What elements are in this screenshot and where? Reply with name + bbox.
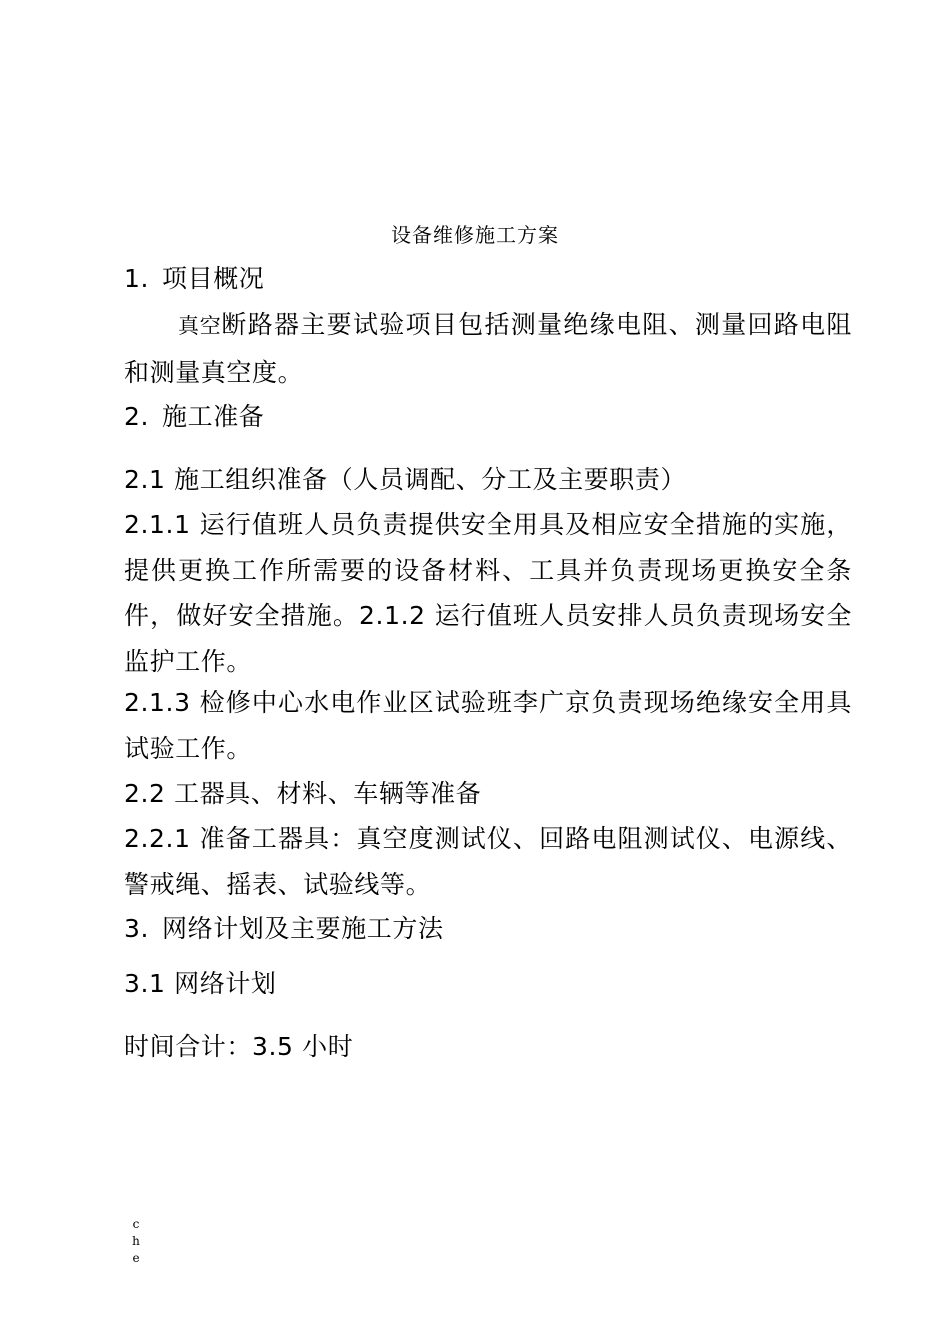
section-3-title: 网络计划及主要施工方法 [162,914,444,943]
section-1-lead: 真空 [178,314,222,338]
section-2-heading [124,400,264,434]
section-2-title: 施工准备 [162,402,265,431]
section-3-heading [124,912,444,946]
document-title: 设备维修施工方案 [391,223,559,247]
subsection-3-1: 3.1 网络计划 [124,969,277,998]
paragraph-2-1-1: 2.1.1 运行值班人员负责提供安全用具及相应安全措施的实施，提供更换工作所需要的设备材料、工具并负责现场更换安全条件，做好安全措施。2.1.2 运行值班人员安排人员负责现场安全监护工作。 [124,510,852,676]
section-1-body: 断路器主要试验项目包括测量绝缘电阻、测量回路电阻和测量真空度。 [124,310,853,387]
subsection-2-2: 2.2 工器具、材料、车辆等准备 [124,779,482,808]
paragraph-2-1-3: 2.1.3 检修中心水电作业区试验班李广京负责现场绝缘安全用具试验工作。 [124,688,852,763]
section-2-number: 2. [124,402,150,431]
subsection-2-1: 2.1 施工组织准备（人员调配、分工及主要职责） [124,465,687,494]
section-1-heading [124,262,264,296]
section-1-number: 1. [124,264,150,293]
total-time: 时间合计：3.5 小时 [124,1032,354,1061]
section-1-paragraph [124,302,852,395]
footer-mark: che [132,1217,140,1265]
section-3-number: 3. [124,914,150,943]
paragraph-2-2-1: 2.2.1 准备工器具：真空度测试仪、回路电阻测试仪、电源线、警戒绳、摇表、试验线等。 [124,824,852,899]
section-1-title: 项目概况 [162,264,265,293]
